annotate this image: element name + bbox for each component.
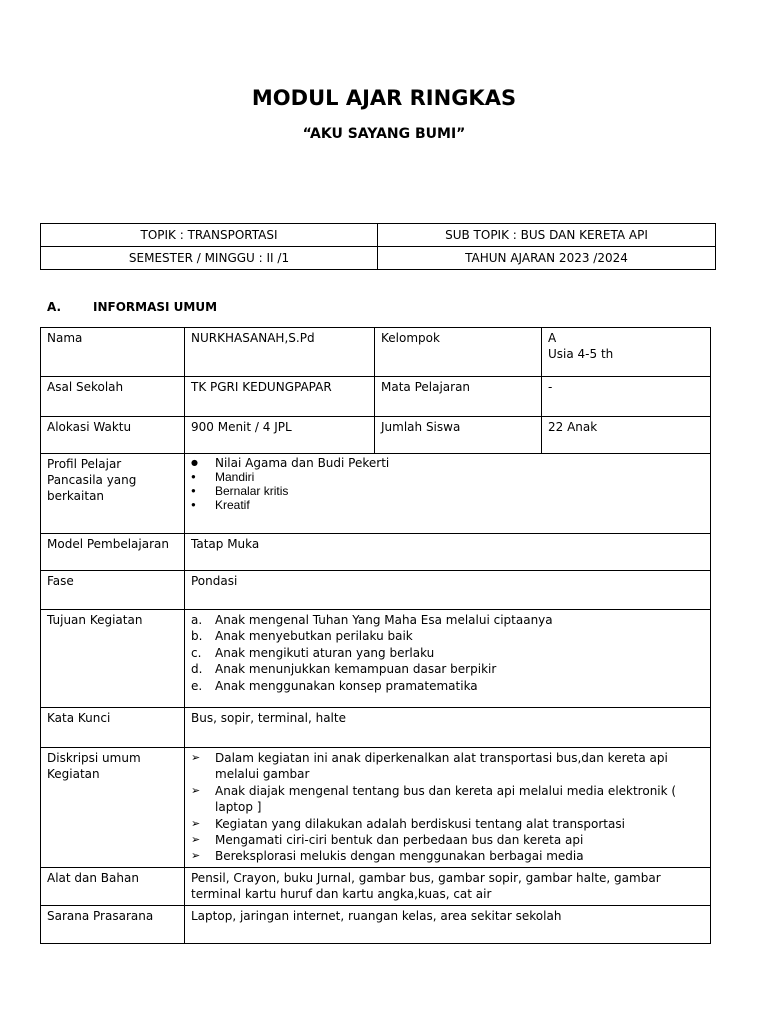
arrow-bullet-icon: ➢ — [191, 849, 201, 863]
list-item-text: Anak menunjukkan kemampuan dasar berpikir — [215, 662, 497, 677]
list-item-text: Bereksplorasi melukis dengan menggunakan berbagai media — [215, 849, 584, 864]
list-item — [191, 645, 704, 661]
model-label: Model Pembelajaran — [41, 534, 185, 571]
list-marker: b. — [191, 629, 203, 644]
list-item — [191, 750, 704, 783]
arrow-bullet-icon: ➢ — [191, 816, 201, 830]
list-item: ● Nilai Agama dan Budi Pekerti — [191, 456, 704, 470]
list-marker: a. — [191, 613, 203, 627]
tujuan-value — [185, 610, 711, 708]
sub-topik-cell: SUB TOPIK : BUS DAN KERETA API — [378, 224, 716, 247]
list-item — [191, 661, 704, 677]
diskripsi-label: Diskripsi umum Kegiatan — [41, 748, 185, 868]
arrow-bullet-icon: ➢ — [191, 833, 201, 847]
list-item-text: Dalam kegiatan ini anak diperkenalkan alat transportasi bus,dan kereta api melalui gambar — [215, 751, 668, 782]
list-item: ● Mandiri — [191, 470, 704, 484]
alokasi-waktu-label: Alokasi Waktu — [41, 417, 185, 454]
diskripsi-list — [191, 750, 704, 865]
fase-value: Pondasi — [185, 571, 711, 610]
mata-pelajaran-value: - — [542, 377, 711, 417]
info-table — [40, 327, 711, 944]
asal-sekolah-label: Asal Sekolah — [41, 377, 185, 417]
arrow-bullet-icon: ➢ — [191, 783, 201, 797]
list-item — [191, 832, 704, 848]
page-subtitle: “AKU SAYANG BUMI” — [302, 126, 466, 142]
nama-value: NURKHASANAH,S.Pd — [185, 328, 375, 377]
asal-sekolah-value: TK PGRI KEDUNGPAPAR — [185, 377, 375, 417]
kelompok-value — [542, 328, 711, 377]
semester-cell: SEMESTER / MINGGU : II /1 — [41, 247, 378, 270]
kelompok-value-line2: Usia 4-5 th — [548, 347, 614, 361]
fase-label: Fase — [41, 571, 185, 610]
kata-kunci-label: Kata Kunci — [41, 708, 185, 748]
list-item-text: Mengamati ciri-ciri bentuk dan perbedaan bus dan kereta api — [215, 833, 584, 848]
list-item — [191, 628, 704, 644]
profil-value — [185, 454, 711, 534]
diskripsi-value — [185, 748, 711, 868]
list-item-text: Anak menggunakan konsep pramatematika — [215, 678, 478, 693]
list-item-text: Anak mengenal Tuhan Yang Maha Esa melalui ciptaanya — [215, 613, 553, 627]
jumlah-siswa-value: 22 Anak — [542, 417, 711, 454]
jumlah-siswa-label: Jumlah Siswa — [375, 417, 542, 454]
list-item — [191, 816, 704, 832]
section-heading — [47, 300, 217, 314]
model-value: Tatap Muka — [185, 534, 711, 571]
topik-cell: TOPIK : TRANSPORTASI — [41, 224, 378, 247]
section-letter: A. — [47, 300, 62, 314]
list-item-text: Anak menyebutkan perilaku baik — [215, 629, 413, 644]
list-item: ● Kreatif — [191, 498, 704, 512]
sarana-value: Laptop, jaringan internet, ruangan kelas, area sekitar sekolah — [185, 905, 711, 943]
kata-kunci-value: Bus, sopir, terminal, halte — [185, 708, 711, 748]
kelompok-value-line1: A — [548, 331, 557, 345]
list-marker: d. — [191, 662, 203, 677]
list-marker: c. — [191, 645, 202, 660]
tujuan-label: Tujuan Kegiatan — [41, 610, 185, 708]
kelompok-label: Kelompok — [375, 328, 542, 377]
section-title: INFORMASI UMUM — [93, 300, 218, 314]
tahun-ajaran-cell: TAHUN AJARAN 2023 /2024 — [378, 247, 716, 270]
profil-list — [191, 456, 704, 512]
page-title: MODUL AJAR RINGKAS — [251, 86, 517, 110]
alokasi-waktu-value: 900 Menit / 4 JPL — [185, 417, 375, 454]
tujuan-list — [191, 612, 704, 694]
profil-label: Profil Pelajar Pancasila yang berkaitan — [41, 454, 185, 534]
alat-value: Pensil, Crayon, buku Jurnal, gambar bus, gambar sopir, gambar halte, gambar terminal kartu huruf dan kartu angka,kuas, cat air — [185, 867, 711, 905]
arrow-bullet-icon: ➢ — [191, 751, 201, 764]
mata-pelajaran-label: Mata Pelajaran — [375, 377, 542, 417]
list-marker: e. — [191, 678, 203, 693]
list-item — [191, 783, 704, 816]
list-item-text: Anak diajak mengenal tentang bus dan kereta api melalui media elektronik ( laptop ] — [215, 783, 677, 815]
list-item-text: Kegiatan yang dilakukan adalah berdiskusi tentang alat transportasi — [215, 816, 625, 831]
header-table — [40, 223, 716, 270]
alat-label: Alat dan Bahan — [41, 867, 185, 905]
nama-label: Nama — [41, 328, 185, 377]
list-item-text: Anak mengikuti aturan yang berlaku — [215, 645, 435, 660]
list-item — [191, 612, 704, 628]
list-item: ● Bernalar kritis — [191, 484, 704, 498]
list-item — [191, 848, 704, 864]
sarana-label: Sarana Prasarana — [41, 905, 185, 943]
list-item — [191, 678, 704, 694]
